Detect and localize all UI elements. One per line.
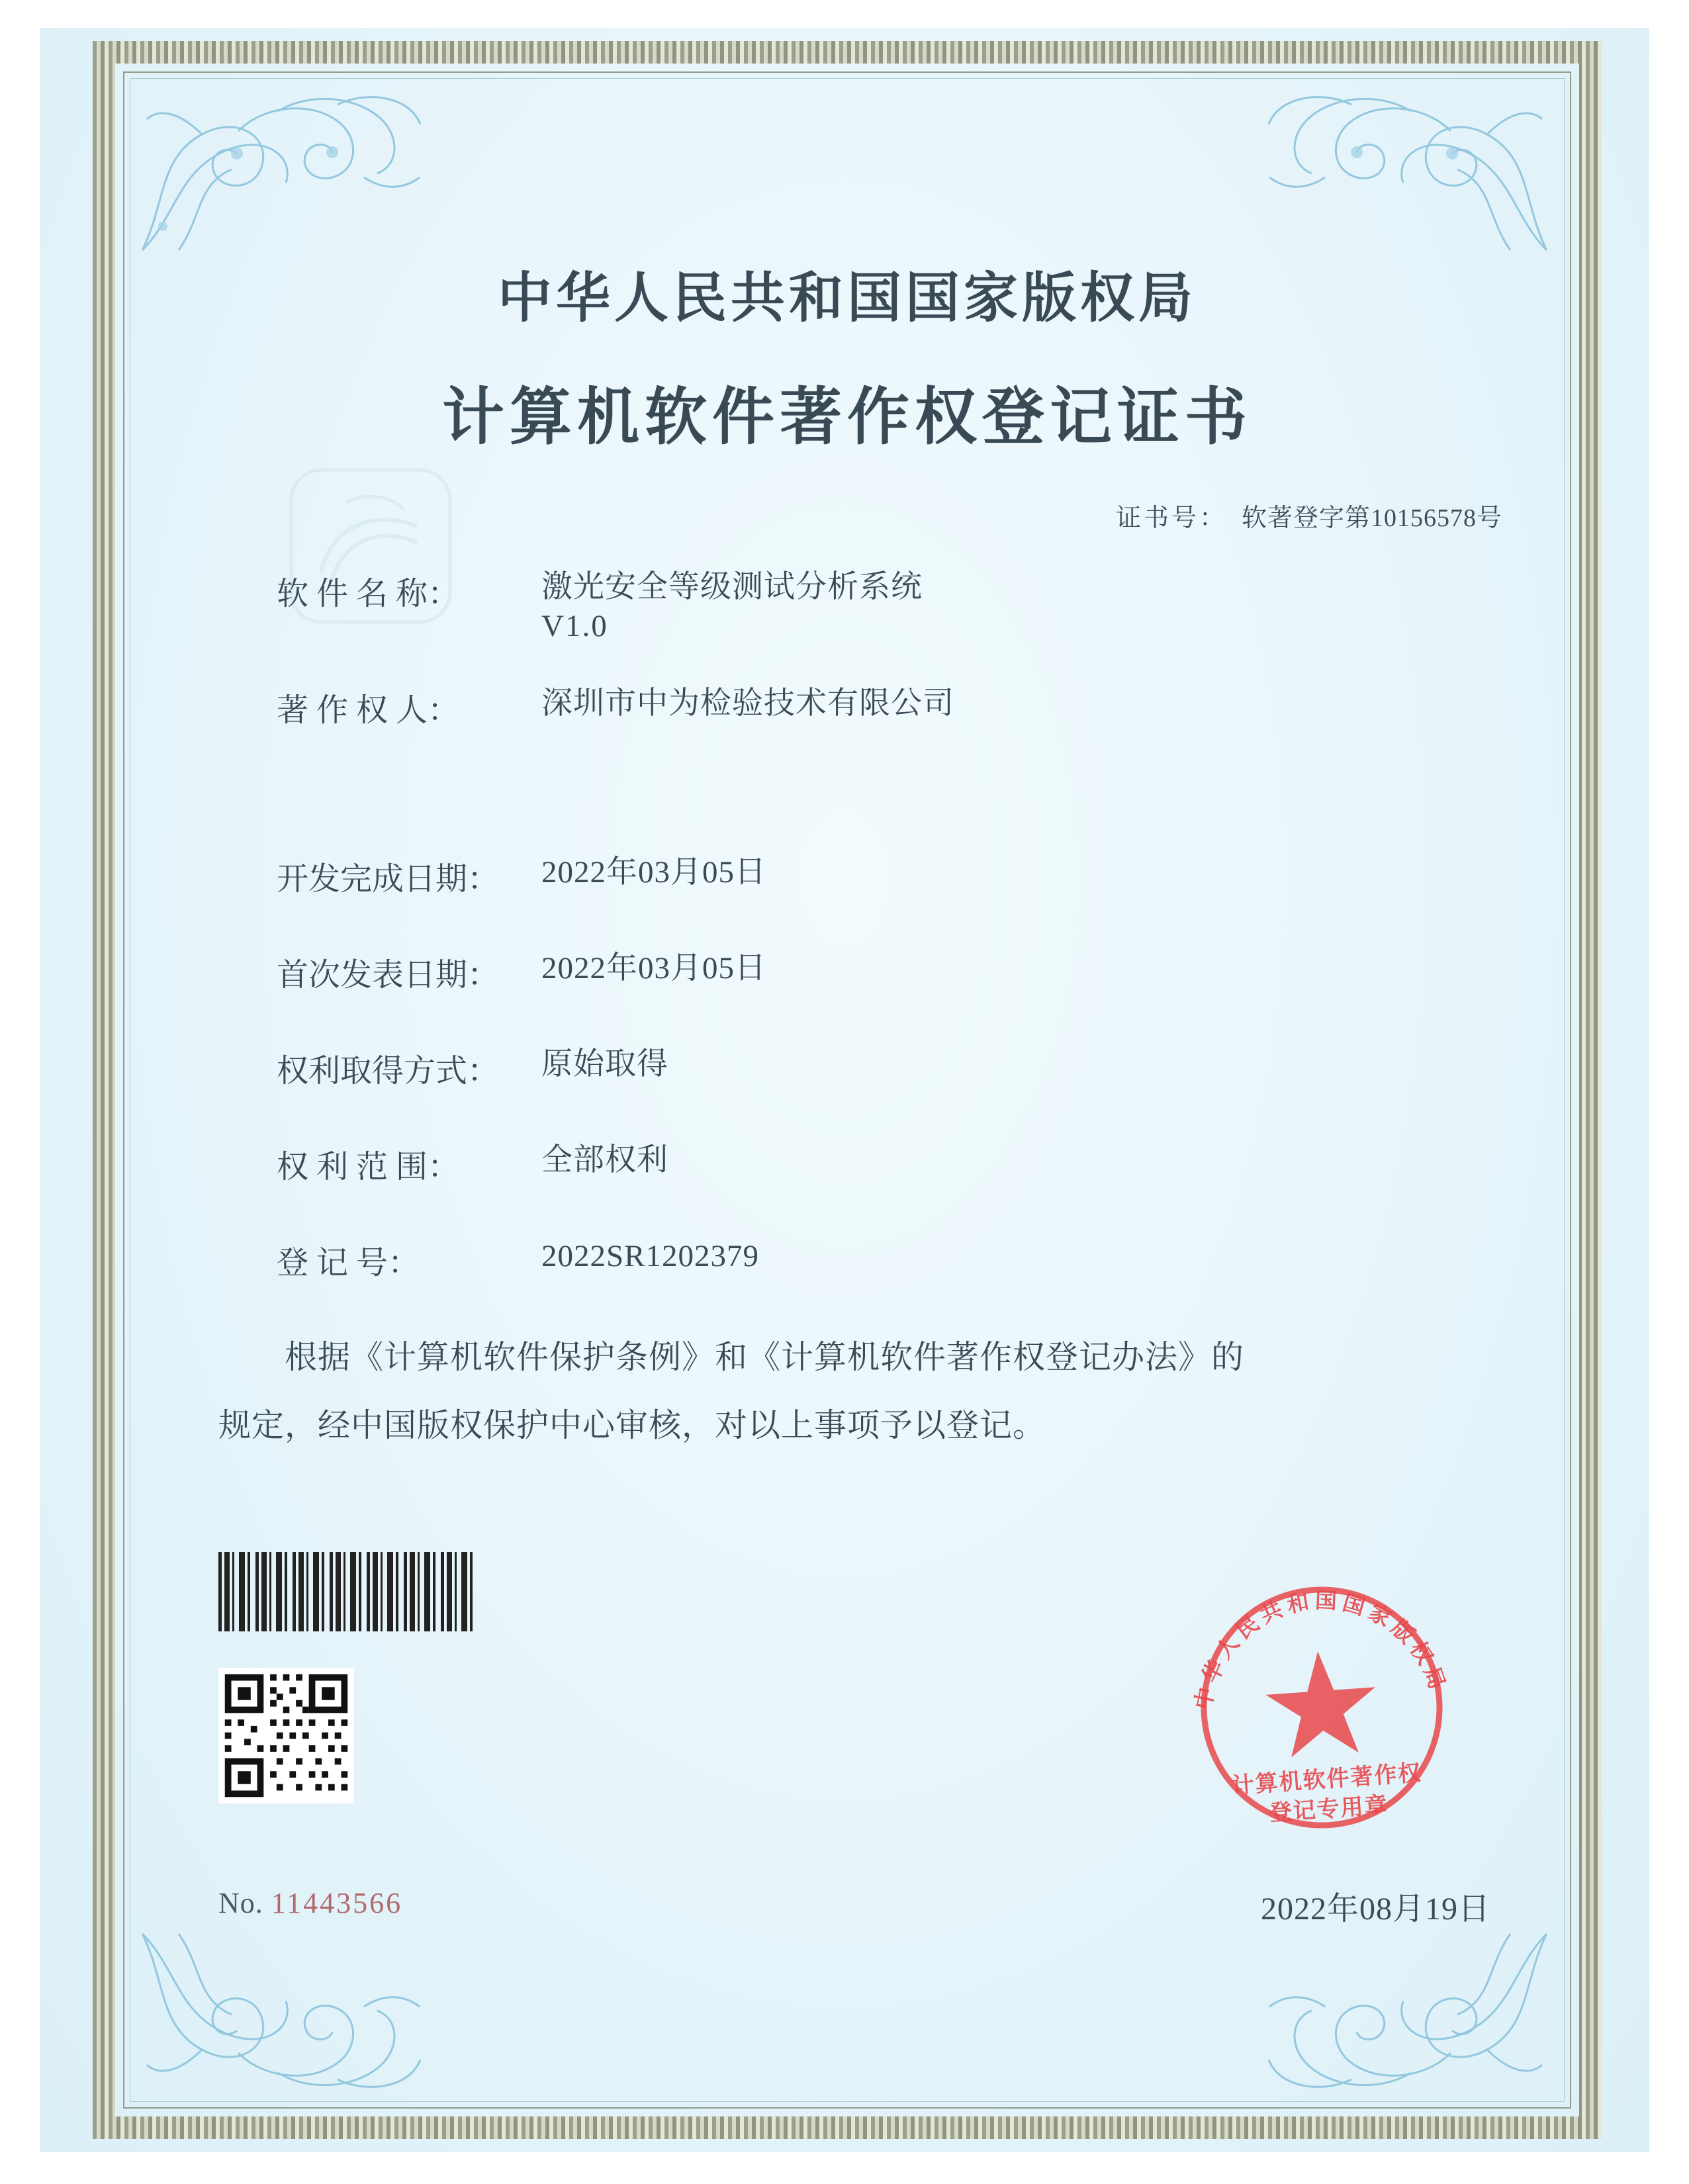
- field-label: 软 件 名 称：: [277, 576, 460, 612]
- field-value: 2022年03月05日: [541, 950, 766, 985]
- issuer-title: 中华人民共和国国家版权局: [497, 268, 1197, 328]
- spacer: [277, 1019, 1522, 1045]
- serial-label: No.: [218, 1887, 263, 1919]
- field-value: [541, 568, 923, 646]
- field-value-text: 激光安全等级测试分析系统: [541, 570, 923, 604]
- field-value-version: V1.0: [541, 608, 608, 643]
- qr-code: [218, 1668, 354, 1803]
- field-label: 首次发表日期：: [277, 957, 500, 993]
- field-first-publication-date: [277, 949, 1522, 995]
- seal-line-1: 计算机软件著作权: [1230, 1760, 1423, 1799]
- field-copyright-owner: [277, 684, 1522, 730]
- spacer: [277, 1210, 1522, 1237]
- field-acquisition-method: [277, 1045, 1522, 1091]
- spacer: [277, 754, 1522, 853]
- statement-line-1: 根据《计算机软件保护条例》和《计算机软件著作权登记办法》的: [285, 1338, 1245, 1375]
- svg-text:中华人民共和国国家版权局: 中华人民共和国国家版权局: [1191, 1589, 1451, 1712]
- official-seal-icon: [1156, 1541, 1488, 1874]
- field-label: 权利取得方式：: [277, 1053, 500, 1089]
- field-value: 原始取得: [541, 1046, 668, 1081]
- seal-line-2: 登记专用章: [1268, 1793, 1389, 1826]
- field-label: 著 作 权 人：: [277, 692, 460, 728]
- code-block: [218, 1552, 477, 1803]
- barcode: [218, 1552, 477, 1631]
- field-registration-number: [277, 1237, 1522, 1283]
- document-title: 计算机软件著作权登记证书: [441, 383, 1252, 452]
- field-value: 2022SR1202379: [541, 1238, 759, 1273]
- certificate-number-value: 软著登字第10156578号: [1241, 504, 1502, 532]
- serial-number: [218, 1886, 402, 1920]
- field-label: 权 利 范 围：: [277, 1149, 460, 1185]
- field-rights-scope: [277, 1141, 1522, 1187]
- certificate-number-label: 证书号：: [1115, 504, 1227, 532]
- legal-statement: [172, 1329, 1522, 1455]
- field-software-name: [277, 568, 1522, 646]
- field-development-date: [277, 853, 1522, 899]
- spacer: [277, 923, 1522, 949]
- field-value: 深圳市中为检验技术有限公司: [541, 686, 954, 721]
- spacer: [277, 1115, 1522, 1141]
- field-value: 全部权利: [541, 1142, 668, 1177]
- field-label: 开发完成日期：: [277, 861, 500, 897]
- statement-line-2: 规定，经中国版权保护中心审核，对以上事项予以登记。: [218, 1407, 1046, 1444]
- field-value: 2022年03月05日: [541, 854, 766, 889]
- field-label: 登 记 号：: [277, 1245, 420, 1281]
- field-list: [172, 568, 1522, 1283]
- certificate-number: [172, 497, 1522, 533]
- issue-date: 2022年08月19日: [1260, 1891, 1490, 1927]
- serial-value: 11443566: [271, 1887, 403, 1919]
